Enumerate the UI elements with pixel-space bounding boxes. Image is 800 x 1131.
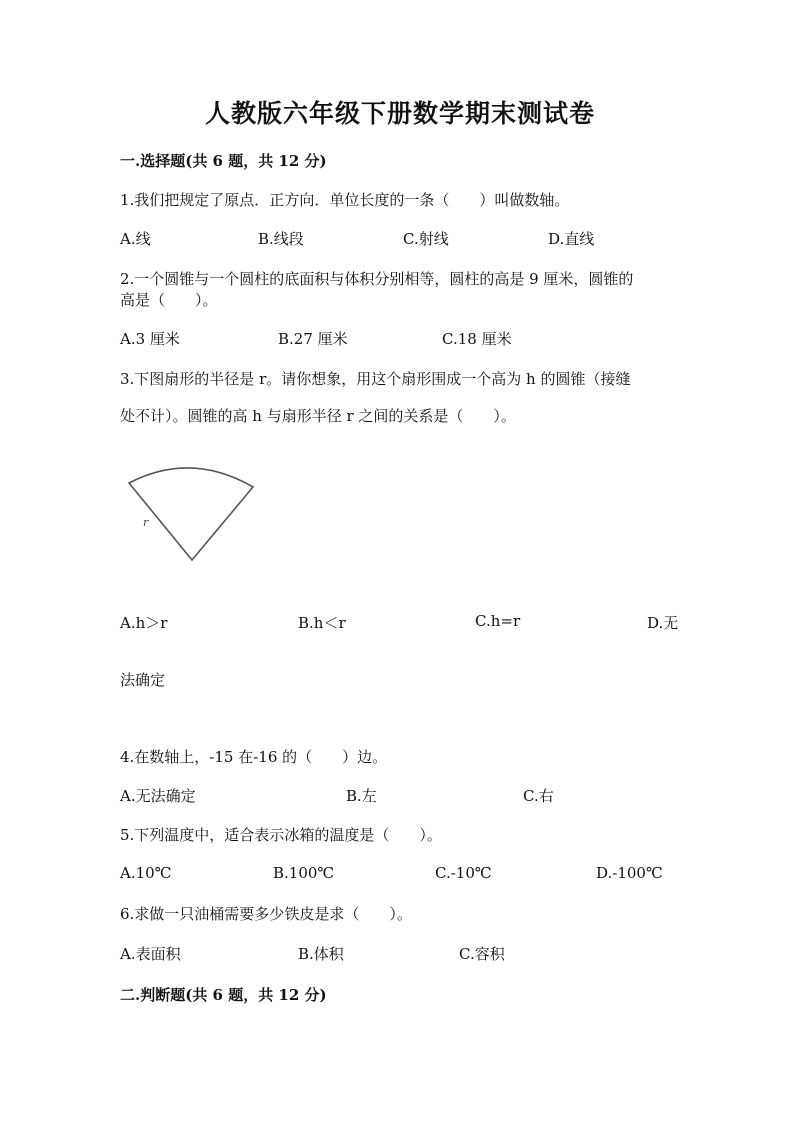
question-5-stem: 5.下列温度中，适合表示冰箱的温度是（ ）。 (120, 826, 442, 844)
question-6-option-c: C.容积 (459, 945, 505, 963)
question-1-option-c: C.射线 (403, 230, 449, 248)
question-4-stem: 4.在数轴上，-15 在-16 的（ ）边。 (120, 748, 388, 766)
question-2-stem-line2: 高是（ ）。 (120, 291, 218, 309)
question-3-stem-line1: 3.下图扇形的半径是 r。请你想象，用这个扇形围成一个高为 h 的圆锥（接缝 (120, 370, 631, 388)
question-3-option-b: B.h＜r (298, 614, 346, 632)
section-heading-true-false: 二.判断题(共 6 题，共 12 分) (120, 986, 327, 1004)
question-2-stem-line1: 2.一个圆锥与一个圆柱的底面积与体积分别相等，圆柱的高是 9 厘米，圆锥的 (120, 270, 634, 288)
question-4-option-a: A.无法确定 (120, 787, 196, 805)
question-3-option-c: C.h=r (475, 612, 521, 630)
page-title: 人教版六年级下册数学期末测试卷 (204, 99, 595, 128)
question-3-option-d: D.无 (647, 614, 679, 632)
section-heading-choice: 一.选择题(共 6 题，共 12 分) (120, 152, 327, 170)
question-2-option-c: C.18 厘米 (442, 330, 512, 348)
question-1-option-a: A.线 (120, 230, 151, 248)
question-1-option-d: D.直线 (548, 230, 595, 248)
sector-radius-label: r (143, 516, 149, 529)
question-5-option-b: B.100℃ (273, 864, 335, 882)
question-6-option-b: B.体积 (298, 945, 344, 963)
question-5-option-c: C.-10℃ (435, 864, 492, 882)
question-5-option-d: D.-100℃ (596, 864, 663, 882)
question-2-option-a: A.3 厘米 (120, 330, 180, 348)
question-3-stem-line2: 处不计）。圆锥的高 h 与扇形半径 r 之间的关系是（ ）。 (120, 407, 516, 425)
question-1-option-b: B.线段 (258, 230, 304, 248)
question-4-option-b: B.左 (346, 787, 377, 805)
question-1-stem: 1.我们把规定了原点．正方向．单位长度的一条（ ）叫做数轴。 (120, 191, 570, 209)
question-3-option-a: A.h＞r (120, 614, 168, 632)
sector-shape (129, 468, 253, 560)
question-6-stem: 6.求做一只油桶需要多少铁皮是求（ ）。 (120, 905, 412, 923)
question-4-option-c: C.右 (523, 787, 554, 805)
question-5-option-a: A.10℃ (120, 864, 172, 882)
question-2-option-b: B.27 厘米 (278, 330, 348, 348)
question-3-option-d-wrap: 法确定 (120, 671, 166, 689)
question-6-option-a: A.表面积 (120, 945, 181, 963)
sector-figure (120, 455, 265, 565)
